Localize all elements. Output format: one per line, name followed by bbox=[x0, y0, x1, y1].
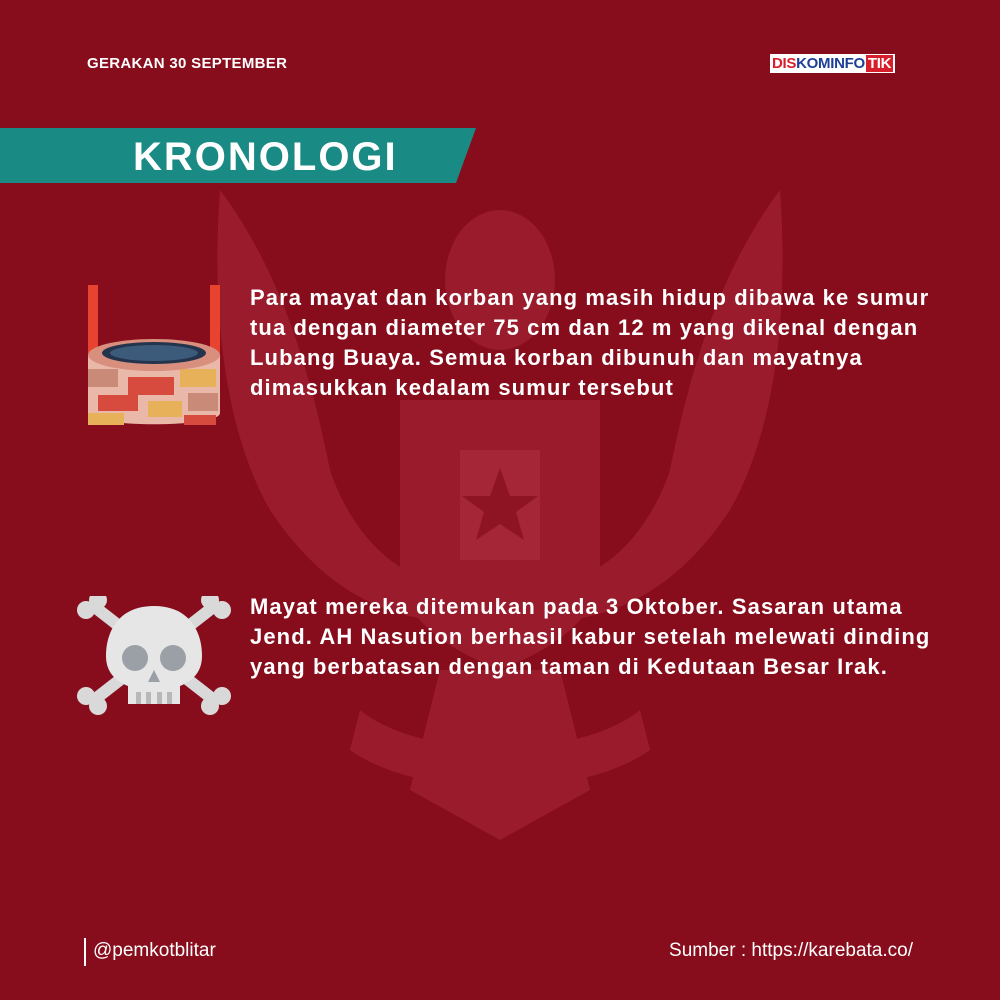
logo-part-tik: TIK bbox=[867, 55, 892, 72]
diskominfotik-logo bbox=[770, 54, 895, 73]
logo-part-dis: DIS bbox=[772, 55, 797, 72]
item-1-text: Para mayat dan korban yang masih hidup dibawa ke sumur tua dengan diameter 75 cm dan 12 m yang dikenal dengan Lubang Buaya. Semua korban dibunuh dan mayatnya dimasukkan kedalam sumur tersebut bbox=[250, 285, 930, 400]
source-credit: Sumber : https://karebata.co/ bbox=[669, 940, 913, 961]
section-title: KRONOLOGI bbox=[133, 135, 398, 179]
logo-part-kominfo: KOMINFO bbox=[796, 55, 865, 72]
garuda-watermark-icon bbox=[160, 150, 840, 850]
item-2-text: Mayat mereka ditemukan pada 3 Oktober. Sasaran utama Jend. AH Nasution berhasil kabur setelah melewati dinding yang berbatasan dengan taman di Kedutaan Besar Irak. bbox=[250, 594, 931, 679]
skull-crossbones-icon bbox=[74, 596, 234, 716]
social-handle: @pemkotblitar bbox=[93, 940, 216, 961]
footer-divider bbox=[84, 938, 86, 966]
well-icon bbox=[84, 283, 226, 433]
topic-title: GERAKAN 30 SEPTEMBER bbox=[87, 55, 288, 72]
